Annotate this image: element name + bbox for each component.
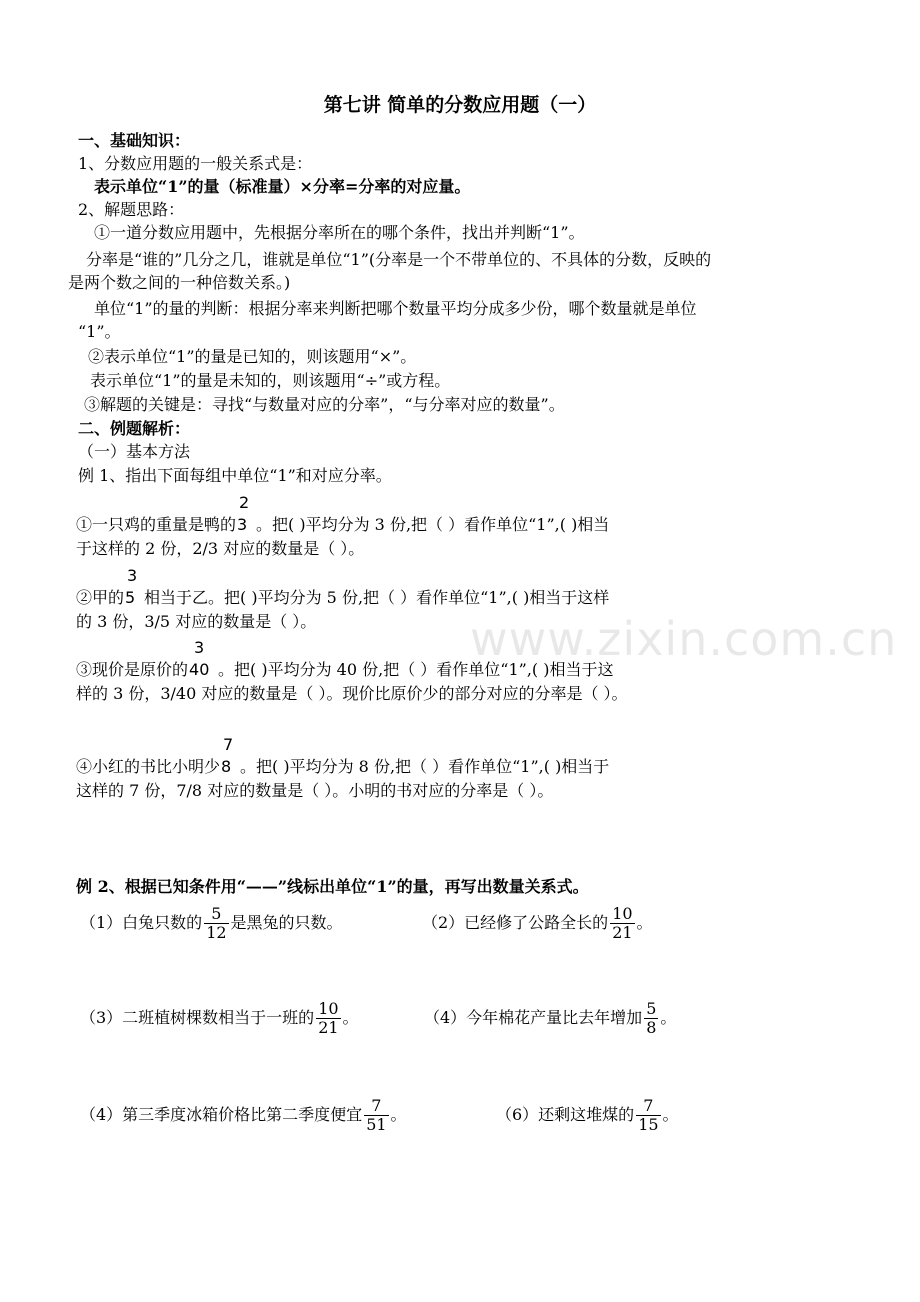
text-line: ①一道分数应用题中，先根据分率所在的哪个条件，找出并判断“1”。 <box>94 223 585 242</box>
list-item: （1）白兔只数的 $\frac{5}{12}$ 是黑兔的只数。 <box>80 904 343 942</box>
question-1-line-2: 于这样的 2 份，2/3 对应的数量是（ ）。 <box>76 539 365 558</box>
example1-intro: 例 1、指出下面每组中单位“1”和对应分率。 <box>78 466 392 485</box>
fraction: $\frac{5}{8}$ <box>646 999 657 1037</box>
fraction: 7 8 <box>221 735 234 776</box>
list-item: （6）还剩这堆煤的 $\frac{7}{15}$ 。 <box>496 1096 679 1134</box>
question-1-line-1: ①一只鸡的重量是鸭的 2 3 。把( )平均分为 3 份,把（ ）看作单位“1”,( )相当 <box>76 493 610 534</box>
page-title: 第七讲 简单的分数应用题（一） <box>323 94 597 116</box>
question-2-line-2: 的 3 份，3/5 对应的数量是（ ）。 <box>76 612 317 631</box>
fraction: $\frac{7}{15}$ <box>638 1096 659 1134</box>
text-line: 1、分数应用题的一般关系式是： <box>78 154 313 173</box>
watermark-text: www.zixin.com.cn <box>470 612 898 666</box>
text-line: 表示单位“1”的量是未知的，则该题用“÷”或方程。 <box>90 371 451 390</box>
text-line: ②表示单位“1”的量是已知的，则该题用“×”。 <box>88 347 417 366</box>
list-item: （4）今年棉花产量比去年增加 $\frac{5}{8}$ 。 <box>424 999 677 1037</box>
fraction: $\frac{5}{12}$ <box>206 904 227 942</box>
subheading: （一）基本方法 <box>78 442 191 461</box>
text-line: 单位“1”的量的判断：根据分率来判断把哪个数量平均分成多少份，哪个数量就是单位 <box>94 299 697 318</box>
question-4-line-2: 这样的 7 份，7/8 对应的数量是（ ）。小明的书对应的分率是（ ）。 <box>76 781 554 800</box>
list-item: （4）第三季度冰箱价格比第二季度便宜 $\frac{7}{51}$ 。 <box>80 1096 407 1134</box>
text-line: ③解题的关键是：寻找“与数量对应的分率”，“与分率对应的数量”。 <box>84 395 565 414</box>
fraction: $\frac{10}{21}$ <box>318 999 339 1037</box>
question-3-line-2: 样的 3 份，3/40 对应的数量是（ ）。现价比原价少的部分对应的分率是（ ）。 <box>76 684 628 703</box>
example2-intro: 例 2、根据已知条件用“——”线标出单位“1”的量，再写出数量关系式。 <box>76 877 589 896</box>
fraction: 2 3 <box>237 493 250 534</box>
text-line: 分率是“谁的”几分之几，谁就是单位“1”(分率是一个不带单位的、不具体的分数，反映的 <box>86 250 712 269</box>
fraction: 3 40 <box>189 638 210 679</box>
list-item: （3）二班植树棵数相当于一班的 $\frac{10}{21}$ 。 <box>80 999 359 1037</box>
fraction: 3 5 <box>125 566 138 607</box>
text-line: “1”。 <box>78 322 121 341</box>
text-line: 2、解题思路： <box>78 200 185 219</box>
text-line: 是两个数之间的一种倍数关系。) <box>68 273 291 292</box>
fraction: $\frac{10}{21}$ <box>612 904 633 942</box>
section2-heading: 二、例题解析： <box>78 419 191 438</box>
list-item: （2）已经修了公路全长的 $\frac{10}{21}$ 。 <box>422 904 653 942</box>
question-3-line-1: ③现价是原价的 3 40 。把( )平均分为 40 份,把（ ）看作单位“1”,( )相当于这 <box>76 638 614 679</box>
formula-line: 表示单位“1”的量（标准量）×分率=分率的对应量。 <box>94 177 471 196</box>
question-2-line-1: ②甲的 3 5 相当于乙。把( )平均分为 5 份,把（ ）看作单位“1”,( )相当于这样 <box>76 566 610 607</box>
section1-heading: 一、基础知识： <box>78 131 191 150</box>
fraction: $\frac{7}{51}$ <box>366 1096 387 1134</box>
question-4-line-1: ④小红的书比小明少 7 8 。把( )平均分为 8 份,把（ ）看作单位“1”,( )相当于 <box>76 735 610 776</box>
